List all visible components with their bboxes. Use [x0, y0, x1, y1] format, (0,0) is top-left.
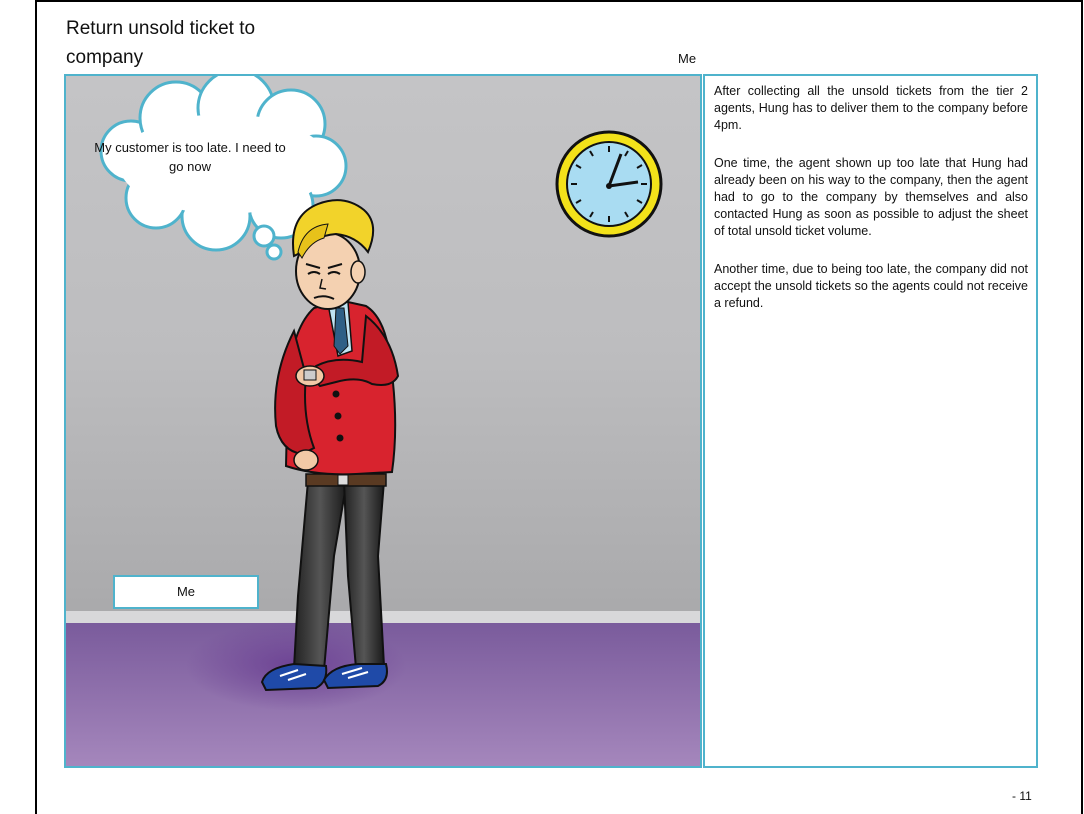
baseboard [66, 611, 702, 623]
page-frame-top [35, 0, 1083, 2]
narrative-paragraph: After collecting all the unsold tickets from the tier 2 agents, Hung has to deliver them to the company before 4pm. [714, 84, 1028, 132]
page-frame-right [1081, 0, 1083, 814]
top-label: Me [678, 51, 697, 66]
comic-panel [64, 74, 702, 768]
page-title: Return unsold ticket to company [66, 18, 256, 68]
thought-bubble-text: My customer is too late. I need to go now [94, 140, 286, 174]
page-frame-left [35, 0, 37, 814]
narrative-paragraph: One time, the agent shown up too late that Hung had already been on his way to the company, then the agent had to go to the company by themselves and also contacted Hung as soon as possible to adjust the sheet of total unsold ticket volume. [714, 156, 1028, 238]
character-caption: Me [113, 575, 259, 609]
clock-icon [557, 132, 661, 236]
comic-illustration [66, 76, 702, 768]
page-number: - 11 [1012, 789, 1032, 803]
narrative-paragraph: Another time, due to being too late, the company did not accept the unsold tickets so the agents could not receive a refund. [714, 262, 1028, 310]
narrative-panel [703, 74, 1038, 768]
